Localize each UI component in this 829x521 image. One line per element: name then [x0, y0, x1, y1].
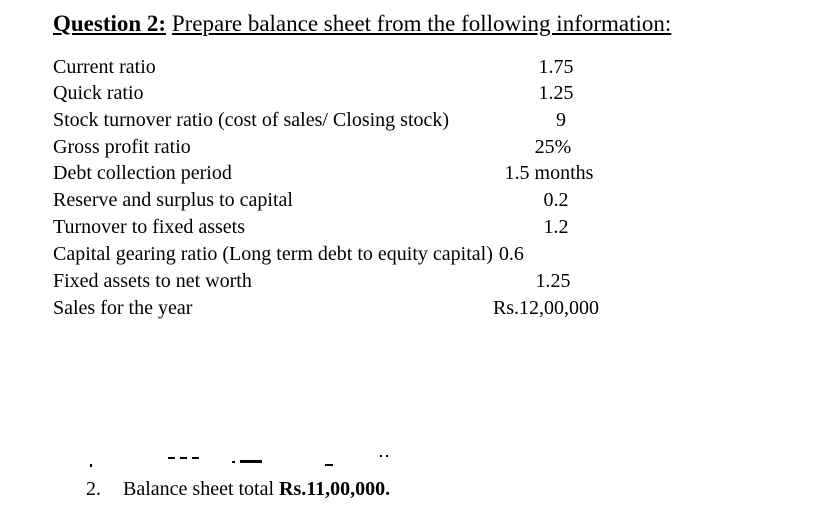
- cropped-text-fragments: [80, 452, 440, 468]
- ratio-label: Quick ratio: [53, 82, 144, 104]
- ratio-value: 9: [556, 109, 566, 131]
- ratio-label: Debt collection period: [53, 162, 232, 184]
- question-heading: [53, 10, 671, 38]
- question-label: Question 2:: [53, 11, 167, 36]
- footer-text: Balance sheet total: [123, 478, 275, 500]
- ratio-value: Rs.12,00,000: [492, 297, 600, 319]
- ratio-value: 1.25: [538, 82, 574, 104]
- ratio-row-stock-turnover: [53, 107, 613, 133]
- question-instruction: Prepare balance sheet from the following information:: [171, 11, 672, 36]
- ratio-row-turnover-fixed-assets: [53, 214, 613, 240]
- ratio-label: Turnover to fixed assets: [53, 216, 246, 238]
- ratio-label: Reserve and surplus to capital: [53, 189, 293, 211]
- ratio-row-sales: [53, 295, 613, 321]
- ratio-value: 25%: [534, 136, 572, 158]
- ratio-value: 0.2: [543, 189, 569, 211]
- ratio-row-reserve-surplus: [53, 187, 613, 213]
- ratio-label: Fixed assets to net worth: [53, 270, 252, 292]
- ratio-label: Stock turnover ratio (cost of sales/ Closing stock): [53, 109, 450, 131]
- ratio-row-fixed-assets-net-worth: [53, 268, 613, 294]
- ratio-value: 1.2: [543, 216, 569, 238]
- ratio-row-quick-ratio: [53, 80, 613, 106]
- footer-amount: Rs.11,00,000.: [279, 478, 391, 500]
- ratio-row-current-ratio: [53, 54, 613, 80]
- ratio-row-debt-collection: [53, 160, 613, 186]
- ratio-row-capital-gearing: [53, 241, 613, 267]
- footer-note: [86, 476, 390, 502]
- footer-number: 2.: [86, 478, 101, 500]
- ratio-value: 1.25: [535, 270, 571, 292]
- ratio-label: Sales for the year: [53, 297, 193, 319]
- ratio-label: Capital gearing ratio (Long term debt to equity capital): [53, 243, 493, 265]
- ratio-value: 1.5 months: [504, 162, 594, 184]
- ratio-value: 0.6: [498, 243, 524, 265]
- ratio-value: 1.75: [538, 56, 574, 78]
- ratio-row-gross-profit: [53, 134, 613, 160]
- ratio-label: Current ratio: [53, 56, 156, 78]
- ratio-label: Gross profit ratio: [53, 136, 191, 158]
